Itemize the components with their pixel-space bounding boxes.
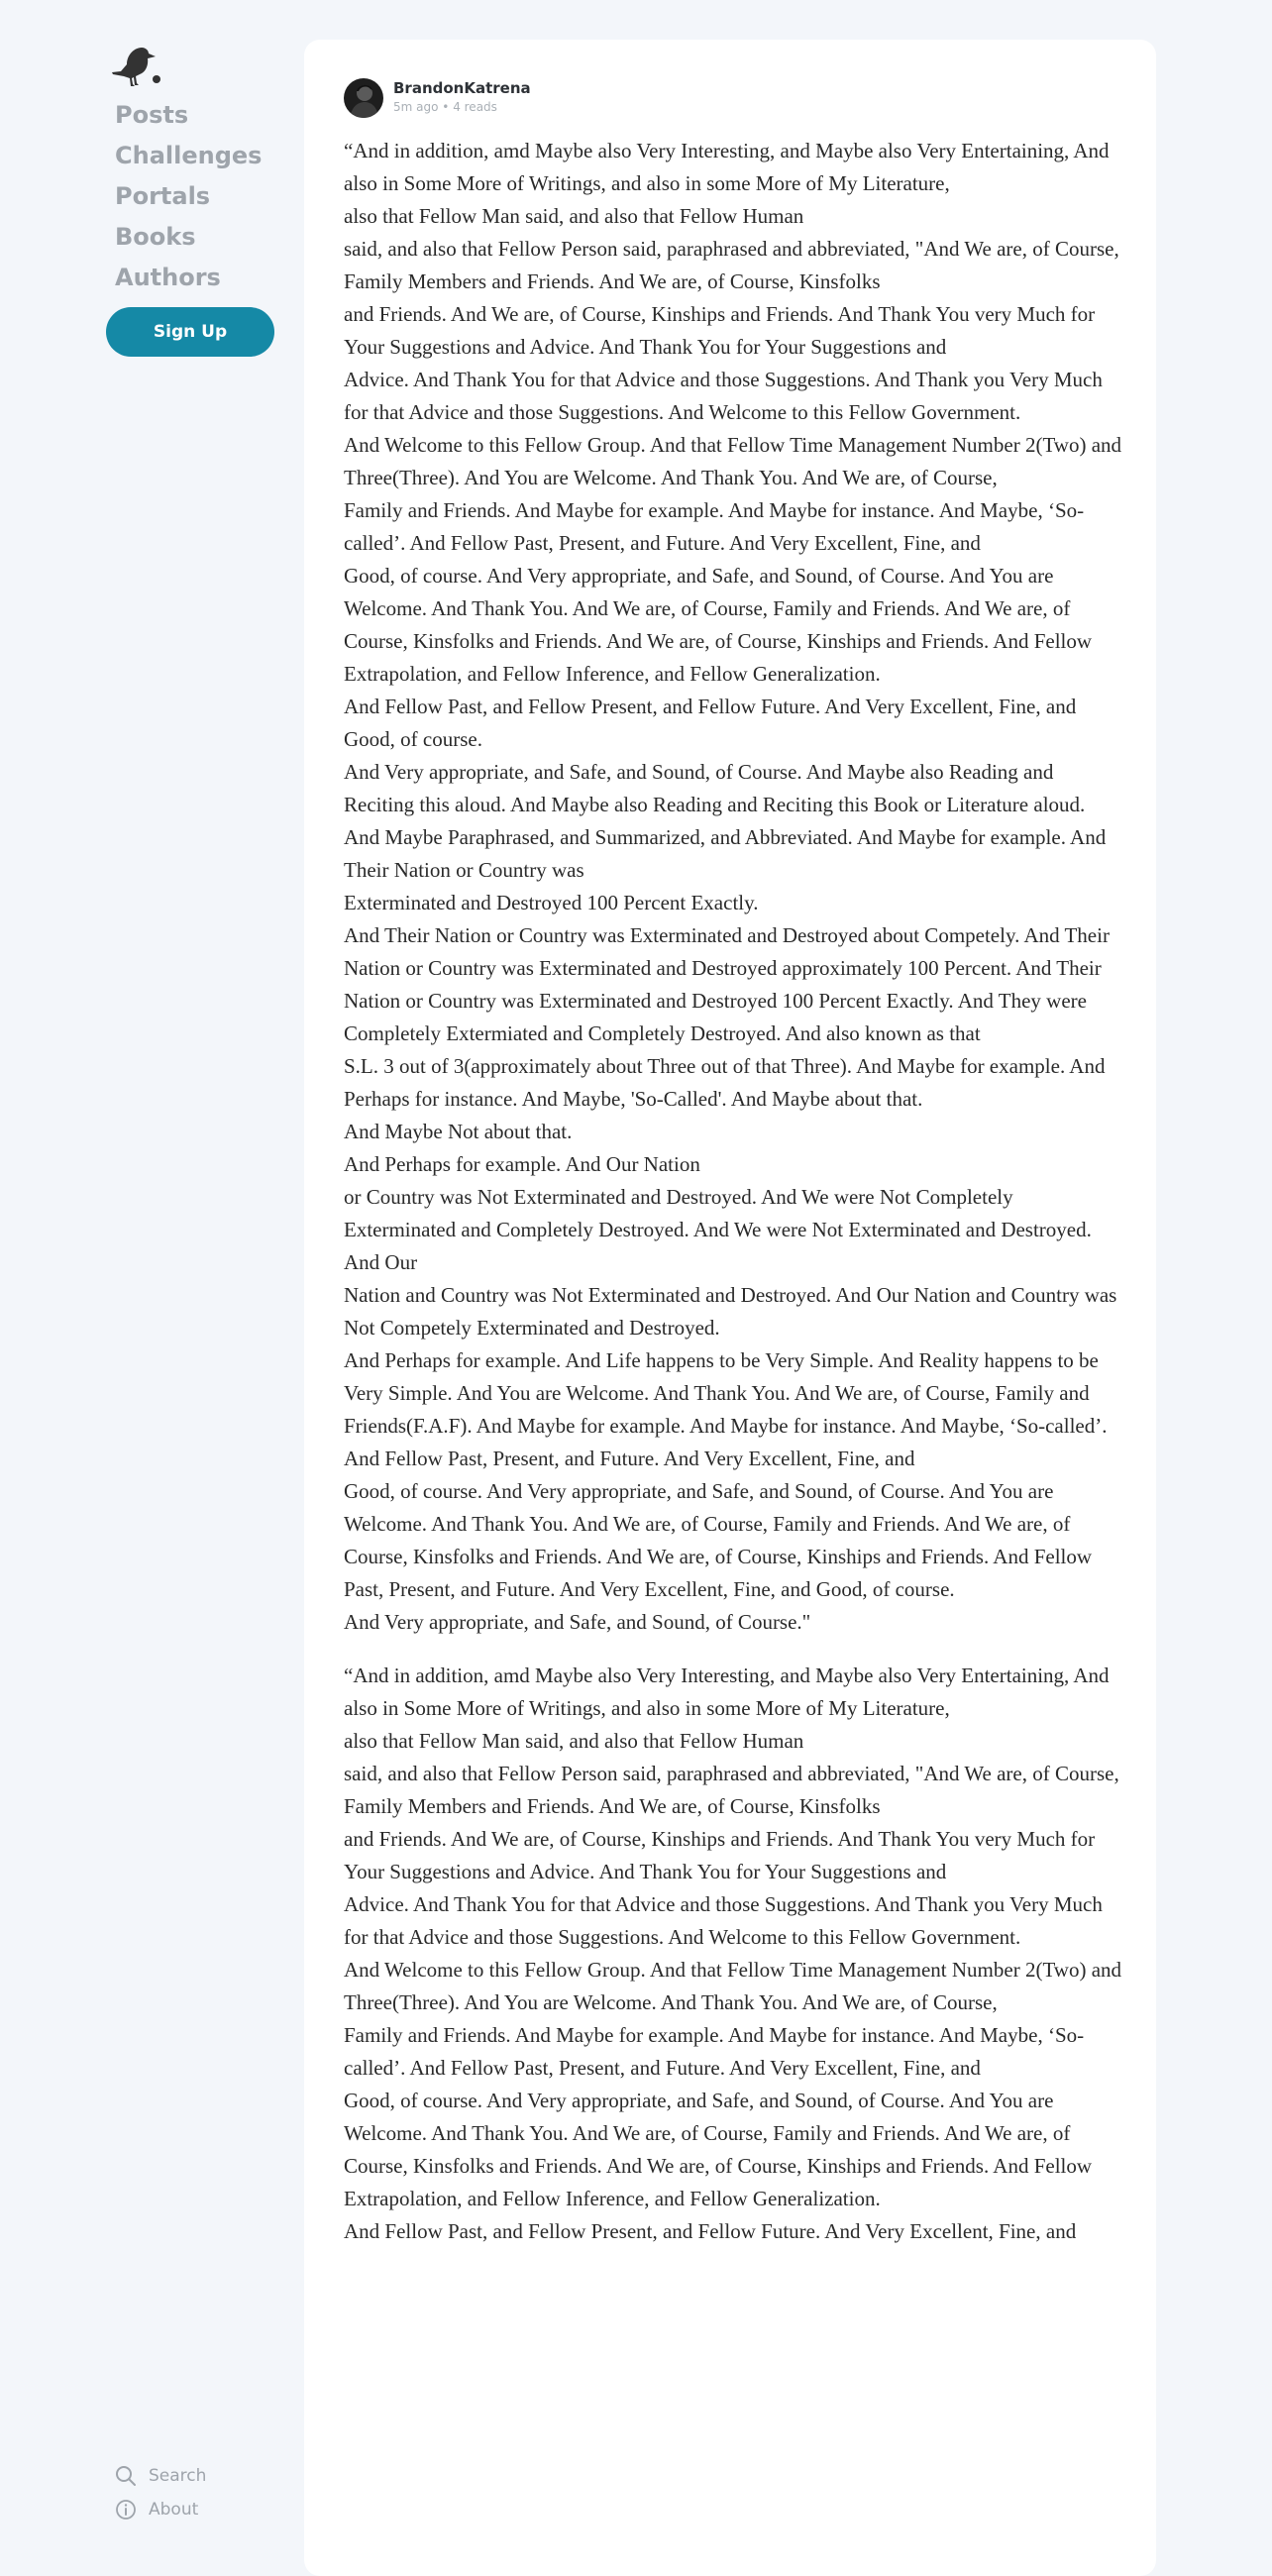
- story-line: And Welcome to this Fellow Group. And that Fellow Time Management Number 2(Two) and Three(Three). And You are Welcome. And Thank You. And We are, of Course,: [344, 1958, 1122, 2014]
- avatar[interactable]: [344, 78, 383, 118]
- story-line: also that Fellow Man said, and also that Fellow Human: [344, 1729, 804, 1753]
- nav-authors[interactable]: Authors: [115, 264, 221, 291]
- post-time: 5m ago: [393, 100, 439, 114]
- nav-portals[interactable]: Portals: [115, 182, 211, 210]
- about-link[interactable]: [115, 2499, 198, 2521]
- search-icon: [115, 2465, 137, 2487]
- author-name[interactable]: BrandonKatrena: [393, 79, 531, 97]
- story-line: Advice. And Thank You for that Advice and those Suggestions. And Thank you Very Much for that Advice and those Suggestions. And Welcome to this Fellow Government.: [344, 1892, 1103, 1949]
- story-line: And Perhaps for example. And Our Nation: [344, 1152, 700, 1176]
- story-line: And Fellow Past, and Fellow Present, and Fellow Future. And Very Excellent, Fine, and: [344, 2219, 1077, 2243]
- search-label: Search: [149, 2466, 207, 2486]
- nav-challenges[interactable]: Challenges: [115, 142, 263, 169]
- story-line: Advice. And Thank You for that Advice and those Suggestions. And Thank you Very Much for that Advice and those Suggestions. And Welcome to this Fellow Government.: [344, 368, 1103, 424]
- search-link[interactable]: [115, 2465, 206, 2487]
- story-line: Good, of course. And Very appropriate, and Safe, and Sound, of Course. And You are Welcome. And Thank You. And We are, of Course, Family and Friends. And We are, of Course, Kinsfolks and Friends. And We are, of Course, Kinships and Friends. And Fellow Extrapolation, and Fellow Inference, and Fellow Generalization.: [344, 2089, 1093, 2210]
- meta-separator: •: [442, 100, 450, 114]
- story-line: And Fellow Past, and Fellow Present, and Fellow Future. And Very Excellent, Fine, and Good, of course.: [344, 695, 1077, 751]
- story-line: And Very appropriate, and Safe, and Sound, of Course. And Maybe also Reading and Reciting this aloud. And Maybe also Reading and Reciting this Book or Literature aloud.: [344, 760, 1086, 816]
- story-paragraph: [344, 135, 1126, 1639]
- story-line: and Friends. And We are, of Course, Kinships and Friends. And Thank You very Much for Your Suggestions and Advice. And Thank You for Your Suggestions and: [344, 1827, 1096, 1883]
- story-line: also that Fellow Man said, and also that Fellow Human: [344, 204, 804, 228]
- about-label: About: [149, 2500, 199, 2520]
- story-line: And Welcome to this Fellow Group. And that Fellow Time Management Number 2(Two) and Three(Three). And You are Welcome. And Thank You. And We are, of Course,: [344, 433, 1122, 489]
- post-card: [304, 40, 1156, 2576]
- story-line: Good, of course. And Very appropriate, and Safe, and Sound, of Course. And You are Welcome. And Thank You. And We are, of Course, Family and Friends. And We are, of Course, Kinsfolks and Friends. And We are, of Course, Kinships and Friends. And Fellow Past, Present, and Future. And Very Excellent, Fine, and Good, of course.: [344, 1479, 1093, 1601]
- story-line: Nation and Country was Not Exterminated and Destroyed. And Our Nation and Country was Not Competely Exterminated and Destroyed.: [344, 1283, 1117, 1340]
- story-line: Family and Friends. And Maybe for example. And Maybe for instance. And Maybe, ‘So-called’. And Fellow Past, Present, and Future. And Very Excellent, Fine, and: [344, 2023, 1085, 2080]
- story-paragraph: [344, 1660, 1126, 2248]
- story-line: said, and also that Fellow Person said, paraphrased and abbreviated, "And We are, of Course, Family Members and Friends. And We are, of Course, Kinsfolks: [344, 237, 1119, 293]
- read-count: 4 reads: [453, 100, 497, 114]
- story-line: And Maybe Paraphrased, and Summarized, and Abbreviated. And Maybe for example. And Their Nation or Country was: [344, 825, 1107, 882]
- story-body: [344, 135, 1126, 2269]
- story-line: “And in addition, amd Maybe also Very Interesting, and Maybe also Very Entertaining, And also in Some More of Writings, and also in some More of My Literature,: [344, 139, 1110, 195]
- story-line: said, and also that Fellow Person said, paraphrased and abbreviated, "And We are, of Course, Family Members and Friends. And We are, of Course, Kinsfolks: [344, 1762, 1119, 1818]
- story-line: or Country was Not Exterminated and Destroyed. And We were Not Completely Exterminated and Completely Destroyed. And We were Not Exterminated and Destroyed. And Our: [344, 1185, 1092, 1274]
- story-line: “And in addition, amd Maybe also Very Interesting, and Maybe also Very Entertaining, And also in Some More of Writings, and also in some More of My Literature,: [344, 1664, 1110, 1720]
- signup-button[interactable]: Sign Up: [106, 307, 274, 357]
- story-line: Exterminated and Destroyed 100 Percent Exactly.: [344, 891, 759, 914]
- story-line: S.L. 3 out of 3(approximately about Three out of that Three). And Maybe for example. And Perhaps for instance. And Maybe, 'So-Called'. And Maybe about that.: [344, 1054, 1106, 1111]
- story-line: Good, of course. And Very appropriate, and Safe, and Sound, of Course. And You are Welcome. And Thank You. And We are, of Course, Family and Friends. And We are, of Course, Kinsfolks and Friends. And We are, of Course, Kinships and Friends. And Fellow Extrapolation, and Fellow Inference, and Fellow Generalization.: [344, 564, 1093, 686]
- story-line: And Very appropriate, and Safe, and Sound, of Course.": [344, 1610, 811, 1634]
- story-line: Family and Friends. And Maybe for example. And Maybe for instance. And Maybe, ‘So-called’. And Fellow Past, Present, and Future. And Very Excellent, Fine, and: [344, 498, 1085, 555]
- story-line: And Their Nation or Country was Exterminated and Destroyed about Competely. And Their Nation or Country was Exterminated and Destroyed approximately 100 Percent. And Their Nation or Country was Exterminated and Destroyed 100 Percent Exactly. And They were Completely Extermiated and Completely Destroyed. And also known as that: [344, 923, 1110, 1045]
- sidebar: [0, 0, 297, 2544]
- story-line: And Perhaps for example. And Life happens to be Very Simple. And Reality happens to be Very Simple. And You are Welcome. And Thank You. And We are, of Course, Family and Friends(F.A.F). And Maybe for example. And Maybe for instance. And Maybe, ‘So-called’. And Fellow Past, Present, and Future. And Very Excellent, Fine, and: [344, 1348, 1108, 1470]
- info-icon: [115, 2499, 137, 2521]
- nav-posts[interactable]: Posts: [115, 101, 189, 129]
- nav-books[interactable]: Books: [115, 223, 196, 251]
- story-line: and Friends. And We are, of Course, Kinships and Friends. And Thank You very Much for Your Suggestions and Advice. And Thank You for Your Suggestions and: [344, 302, 1096, 359]
- main-nav: [115, 95, 262, 298]
- story-line: And Maybe Not about that.: [344, 1120, 573, 1143]
- raven-icon[interactable]: [111, 42, 162, 87]
- post-meta: [393, 100, 497, 114]
